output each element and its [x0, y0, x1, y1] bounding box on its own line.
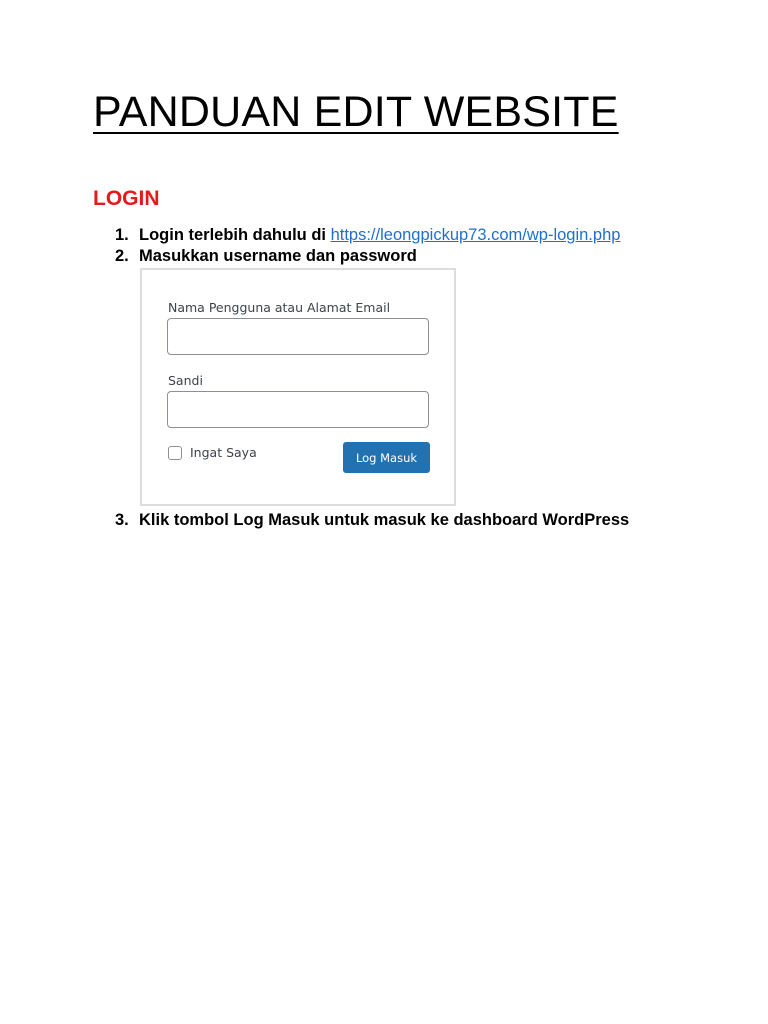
document-title: PANDUAN EDIT WEBSITE [93, 88, 619, 136]
step-text: Klik tombol Log Masuk untuk masuk ke dashboard WordPress [139, 511, 630, 529]
step-number: 1. [115, 226, 129, 244]
password-input[interactable] [167, 391, 429, 428]
remember-me-option[interactable] [168, 445, 257, 460]
step-text: Masukkan username dan password [139, 247, 417, 265]
step-text: Login terlebih dahulu di [139, 226, 331, 244]
login-url-link[interactable]: https://leongpickup73.com/wp-login.php [330, 226, 621, 244]
step-3 [115, 510, 629, 530]
step-1 [115, 225, 620, 245]
username-label: Nama Pengguna atau Alamat Email [168, 300, 391, 315]
username-input[interactable] [167, 318, 429, 355]
step-2 [115, 246, 417, 266]
step-number: 3. [115, 511, 129, 529]
password-label: Sandi [168, 373, 203, 388]
remember-me-label: Ingat Saya [190, 445, 257, 460]
step-number: 2. [115, 247, 129, 265]
remember-me-checkbox[interactable] [168, 446, 182, 460]
log-in-button[interactable]: Log Masuk [343, 442, 430, 473]
section-heading-login: LOGIN [93, 187, 160, 210]
login-form-screenshot [140, 268, 456, 506]
